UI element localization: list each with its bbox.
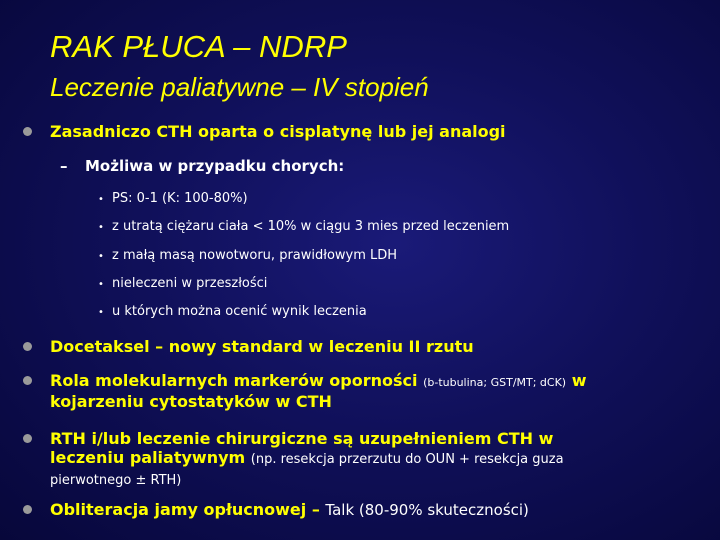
bullet-icon — [23, 127, 32, 136]
bullet-item-4-note2: pierwotnego ± RTH) — [50, 473, 182, 488]
slide-title: RAK PŁUCA – NDRP — [50, 29, 347, 64]
bullet-item-4-line1: RTH i/lub leczenie chirurgiczne są uzupełnieniem CTH w — [50, 429, 554, 448]
bullet-item-3-note: (b-tubulina; GST/MT; dCK) — [423, 376, 567, 389]
bullet-item-2 — [50, 337, 474, 356]
bullet-item-3-text: Rola molekularnych markerów oporności — [50, 371, 418, 390]
sub-item-2: • z utratą ciężaru ciała < 10% w ciągu 3 mies przed leczeniem — [98, 219, 510, 234]
sub-heading-text: Możliwa w przypadku chorych: — [85, 157, 345, 175]
bullet-item-2-text: Docetaksel – nowy standard w leczeniu II rzutu — [50, 337, 474, 356]
sub-item-4: • nieleczeni w przeszłości — [98, 276, 268, 291]
bullet-item-5 — [50, 500, 529, 520]
sub-item-5: • u których można ocenić wynik leczenia — [98, 304, 367, 319]
bullet-icon — [23, 342, 32, 351]
bullet-item-3-line2: kojarzeniu cytostatyków w CTH — [50, 392, 332, 411]
bullet-item-4-line2: leczeniu paliatywnym — [50, 448, 246, 467]
bullet-icon — [23, 434, 32, 443]
bullet-item-5-note: Talk (80-90% skuteczności) — [325, 501, 529, 519]
bullet-icon — [23, 376, 32, 385]
bullet-item-4 — [50, 429, 710, 490]
bullet-item-5-text: Obliteracja jamy opłucnowej – — [50, 500, 320, 519]
bullet-icon — [23, 505, 32, 514]
bullet-item-1 — [50, 122, 506, 141]
slide-subtitle: Leczenie paliatywne – IV stopień — [50, 72, 429, 102]
bullet-item-4-note1: (np. resekcja przerzutu do OUN + resekcja guza — [250, 452, 564, 467]
sub-item-1: • PS: 0-1 (K: 100-80%) — [98, 191, 248, 206]
bullet-item-3 — [50, 371, 710, 411]
bullet-item-3-w: w — [571, 371, 587, 390]
sub-heading: – Możliwa w przypadku chorych: — [60, 157, 345, 175]
bullet-item-1-text: Zasadniczo CTH oparta o cisplatynę lub jej analogi — [50, 122, 506, 141]
sub-item-3: • z małą masą nowotworu, prawidłowym LDH — [98, 248, 398, 263]
